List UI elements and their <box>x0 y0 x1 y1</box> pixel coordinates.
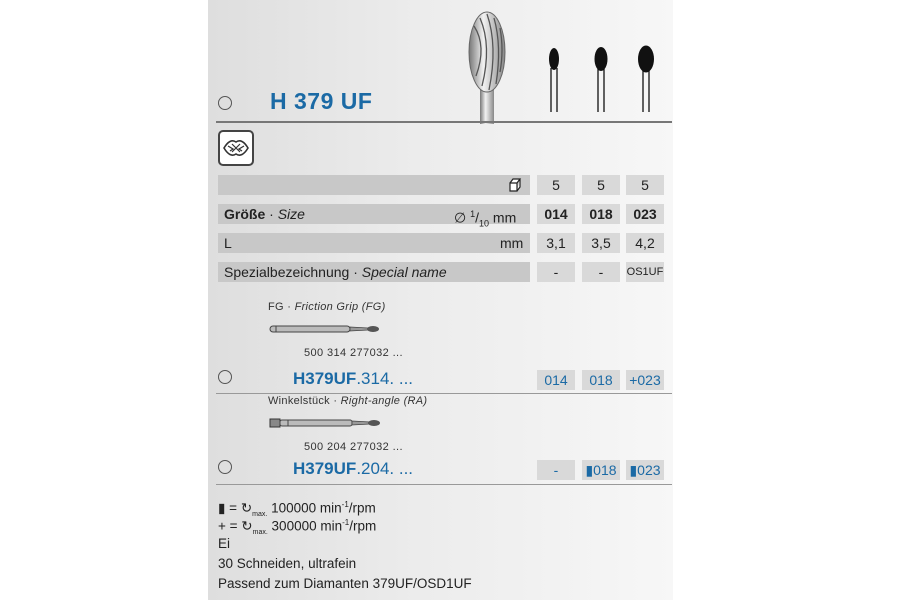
pack-014: 5 <box>537 175 575 195</box>
bur-size-023-silhouette <box>633 44 659 114</box>
package-icon <box>508 177 524 193</box>
application-icon <box>218 130 254 166</box>
length-023: 4,2 <box>626 233 664 253</box>
ra-label: Winkelstück · Right-angle (RA) <box>268 395 428 407</box>
fg-order-023[interactable]: +023 <box>626 370 664 390</box>
ra-order-018[interactable]: ▮018 <box>582 460 620 480</box>
crown-cutting-icon <box>220 132 252 164</box>
bur-size-018-silhouette <box>589 44 613 114</box>
special-023: OS1UF <box>626 262 664 282</box>
fg-order-code: H379UF.314. ... <box>293 369 414 388</box>
ra-order-014: - <box>537 460 575 480</box>
select-radio-ra[interactable] <box>218 460 232 474</box>
fg-order-014[interactable]: 014 <box>537 370 575 390</box>
length-unit: mm <box>500 235 524 251</box>
fg-order-018[interactable]: 018 <box>582 370 620 390</box>
fg-divider <box>216 393 672 394</box>
header-divider <box>216 121 672 123</box>
pack-018: 5 <box>582 175 620 195</box>
bur-size-014-silhouette <box>543 44 565 114</box>
fg-reference-number: 500 314 277032 ... <box>304 347 403 359</box>
select-radio-fg[interactable] <box>218 370 232 384</box>
size-023: 023 <box>626 204 664 224</box>
length-row-bar <box>218 233 530 253</box>
note-blades: 30 Schneiden, ultrafein <box>218 556 357 571</box>
ra-divider <box>216 484 672 485</box>
ra-order-023[interactable]: ▮023 <box>626 460 664 480</box>
special-018: - <box>582 262 620 282</box>
special-014: - <box>537 262 575 282</box>
bur-head-illustration <box>462 6 512 124</box>
size-018: 018 <box>582 204 620 224</box>
select-radio-main[interactable] <box>218 96 232 110</box>
size-label: Größe · Size <box>224 206 305 222</box>
length-018: 3,5 <box>582 233 620 253</box>
fg-bur-drawing <box>268 322 383 336</box>
pack-row-bar <box>218 175 530 195</box>
length-014: 3,1 <box>537 233 575 253</box>
speed-legend-line-1: ▮ = $↻_{max.}$ 100000 $\min^{-1}$/rpm <box>218 500 376 519</box>
special-name-label: Spezialbezeichnung · Special name <box>224 264 447 280</box>
note-matching-diamond: Passend zum Diamanten 379UF/OSD1UF <box>218 576 472 591</box>
ra-bur-drawing <box>268 416 383 430</box>
length-label: L <box>224 235 232 251</box>
pack-023: 5 <box>626 175 664 195</box>
rotation-icon: ↻ <box>240 500 253 516</box>
size-unit: ∅ $^1/_{10}$ mm <box>454 209 517 229</box>
speed-legend-line-2: + = $↻_{max.}$ 300000 $\min^{-1}$/rpm <box>218 518 377 537</box>
fg-label: FG · Friction Grip (FG) <box>268 301 386 313</box>
ra-reference-number: 500 204 277032 ... <box>304 441 403 453</box>
product-title: H 379 UF <box>270 88 373 114</box>
note-shape: Ei <box>218 536 231 551</box>
rotation-icon: ↻ <box>241 518 253 534</box>
ra-order-code: H379UF.204. ... <box>293 459 414 478</box>
size-014: 014 <box>537 204 575 224</box>
